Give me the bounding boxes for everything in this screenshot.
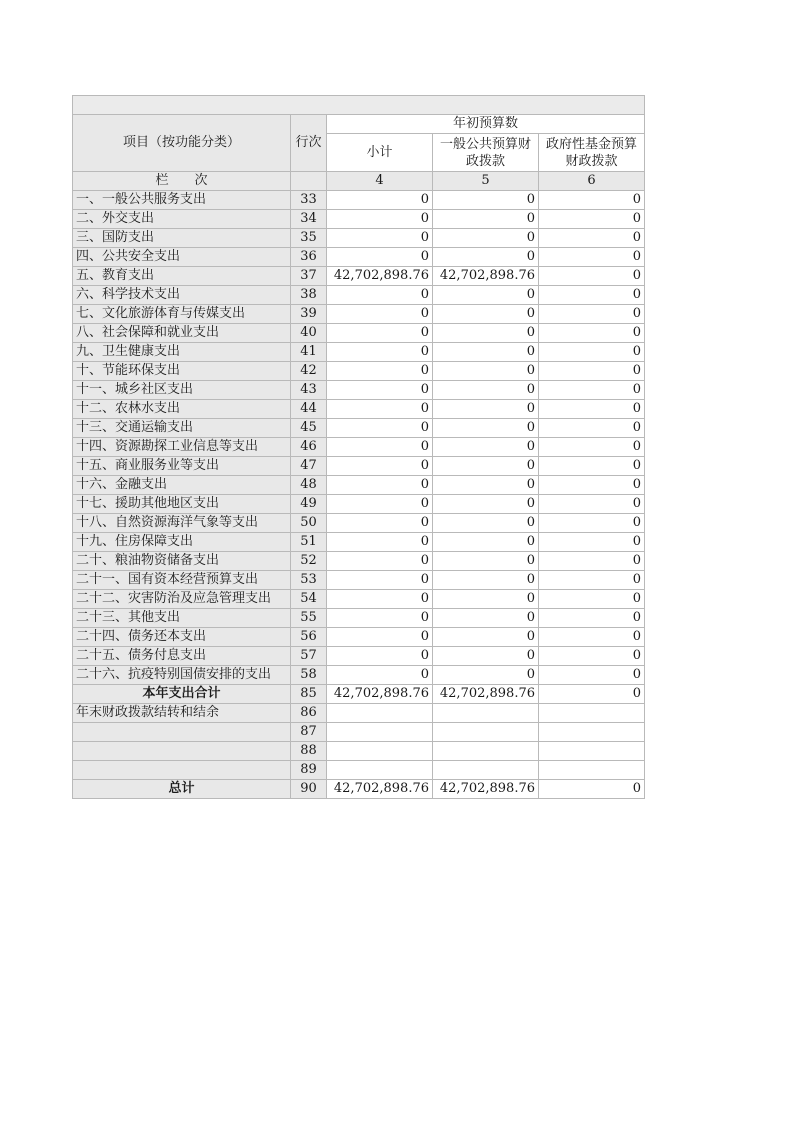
header-line-no: 行次 <box>291 115 327 172</box>
carry-row-subtotal <box>327 742 433 761</box>
table-row-line-no: 52 <box>291 552 327 571</box>
table-row-subtotal: 0 <box>327 400 433 419</box>
table-row-line-no: 55 <box>291 609 327 628</box>
table-row <box>73 552 645 571</box>
carry-row-line-no: 89 <box>291 761 327 780</box>
table-row-line-no: 44 <box>291 400 327 419</box>
year-total-row-general: 42,702,898.76 <box>433 685 539 704</box>
table-row-fund: 0 <box>539 590 645 609</box>
table-row-subtotal: 0 <box>327 419 433 438</box>
table-row-subtotal: 0 <box>327 343 433 362</box>
table-row <box>73 514 645 533</box>
carry-row-general <box>433 704 539 723</box>
table-row-name: 二十二、灾害防治及应急管理支出 <box>73 590 291 609</box>
carry-row-subtotal <box>327 723 433 742</box>
table-row-general: 0 <box>433 552 539 571</box>
carry-row-name <box>73 761 291 780</box>
table-row-general: 0 <box>433 476 539 495</box>
table-row-fund: 0 <box>539 628 645 647</box>
table-row-subtotal: 0 <box>327 210 433 229</box>
table-row-fund: 0 <box>539 381 645 400</box>
table-row-subtotal: 0 <box>327 666 433 685</box>
table-row <box>73 495 645 514</box>
table-row-subtotal: 42,702,898.76 <box>327 267 433 286</box>
table-row-fund: 0 <box>539 552 645 571</box>
table-row-line-no: 57 <box>291 647 327 666</box>
table-row-line-no: 41 <box>291 343 327 362</box>
table-row <box>73 191 645 210</box>
table-row-subtotal: 0 <box>327 533 433 552</box>
table-row-name: 二十一、国有资本经营预算支出 <box>73 571 291 590</box>
table-row-fund: 0 <box>539 229 645 248</box>
table-row-fund: 0 <box>539 495 645 514</box>
table-row-fund: 0 <box>539 324 645 343</box>
table-row-name: 七、文化旅游体育与传媒支出 <box>73 305 291 324</box>
table-row-fund: 0 <box>539 343 645 362</box>
carry-row-line-no: 88 <box>291 742 327 761</box>
carry-row <box>73 704 645 723</box>
table-row-line-no: 53 <box>291 571 327 590</box>
table-row-fund: 0 <box>539 191 645 210</box>
table-row-name: 二十、粮油物资储备支出 <box>73 552 291 571</box>
grand-total-row-name: 总计 <box>73 780 291 799</box>
table-row <box>73 229 645 248</box>
table-row-line-no: 34 <box>291 210 327 229</box>
header-fund-budget: 政府性基金预算财政拨款 <box>539 134 645 172</box>
table-row-general: 0 <box>433 666 539 685</box>
table-row-name: 十一、城乡社区支出 <box>73 381 291 400</box>
table-row-fund: 0 <box>539 438 645 457</box>
grand-total-row <box>73 780 645 799</box>
table-row-name: 二十六、抗疫特别国债安排的支出 <box>73 666 291 685</box>
carry-row-subtotal <box>327 704 433 723</box>
table-row-fund: 0 <box>539 647 645 666</box>
table-row-subtotal: 0 <box>327 229 433 248</box>
table-row-fund: 0 <box>539 267 645 286</box>
table-row <box>73 609 645 628</box>
table-row <box>73 286 645 305</box>
table-row <box>73 438 645 457</box>
table-row-line-no: 37 <box>291 267 327 286</box>
table-row <box>73 210 645 229</box>
header-subtotal: 小计 <box>327 134 433 172</box>
table-row-name: 五、教育支出 <box>73 267 291 286</box>
header-general-budget: 一般公共预算财政拨款 <box>433 134 539 172</box>
index-label: 栏 次 <box>73 172 291 191</box>
table-row-fund: 0 <box>539 666 645 685</box>
table-row <box>73 419 645 438</box>
table-row-line-no: 50 <box>291 514 327 533</box>
table-row-subtotal: 0 <box>327 248 433 267</box>
table-row-general: 0 <box>433 628 539 647</box>
table-row-name: 二十三、其他支出 <box>73 609 291 628</box>
table-row-subtotal: 0 <box>327 495 433 514</box>
carry-row-line-no: 86 <box>291 704 327 723</box>
table-row-general: 0 <box>433 457 539 476</box>
header-group-title: 年初预算数 <box>327 115 645 134</box>
table-row-name: 九、卫生健康支出 <box>73 343 291 362</box>
table-row-fund: 0 <box>539 286 645 305</box>
table-row-fund: 0 <box>539 609 645 628</box>
carry-row-line-no: 87 <box>291 723 327 742</box>
table-row-general: 0 <box>433 343 539 362</box>
table-row-name: 八、社会保障和就业支出 <box>73 324 291 343</box>
table-row-subtotal: 0 <box>327 191 433 210</box>
table-row-subtotal: 0 <box>327 628 433 647</box>
table-row-subtotal: 0 <box>327 457 433 476</box>
header-item: 项目（按功能分类） <box>73 115 291 172</box>
table-row-line-no: 38 <box>291 286 327 305</box>
table-row <box>73 400 645 419</box>
table-row-subtotal: 0 <box>327 590 433 609</box>
table-row-line-no: 48 <box>291 476 327 495</box>
table-row <box>73 647 645 666</box>
table-row <box>73 628 645 647</box>
expenditure-table <box>72 95 645 799</box>
table-row-general: 0 <box>433 191 539 210</box>
table-row <box>73 248 645 267</box>
table-row-general: 0 <box>433 514 539 533</box>
year-total-row-fund: 0 <box>539 685 645 704</box>
table-row <box>73 571 645 590</box>
carry-row-general <box>433 723 539 742</box>
table-row-subtotal: 0 <box>327 647 433 666</box>
carry-row <box>73 723 645 742</box>
table-row-general: 0 <box>433 533 539 552</box>
table-row-general: 0 <box>433 362 539 381</box>
carry-row-fund <box>539 742 645 761</box>
table-row-name: 六、科学技术支出 <box>73 286 291 305</box>
year-total-row-name: 本年支出合计 <box>73 685 291 704</box>
table-row-name: 三、国防支出 <box>73 229 291 248</box>
carry-row-general <box>433 742 539 761</box>
table-row-general: 0 <box>433 229 539 248</box>
table-row-name: 四、公共安全支出 <box>73 248 291 267</box>
table-row-general: 0 <box>433 248 539 267</box>
table-row <box>73 324 645 343</box>
index-row <box>73 172 645 191</box>
table-row-name: 十四、资源勘探工业信息等支出 <box>73 438 291 457</box>
table-row-general: 0 <box>433 324 539 343</box>
table-row <box>73 267 645 286</box>
table-row <box>73 533 645 552</box>
table-row-subtotal: 0 <box>327 381 433 400</box>
table-row-name: 十三、交通运输支出 <box>73 419 291 438</box>
table-row-general: 0 <box>433 609 539 628</box>
table-row-line-no: 36 <box>291 248 327 267</box>
table-row-line-no: 56 <box>291 628 327 647</box>
table-row-line-no: 47 <box>291 457 327 476</box>
table-row-subtotal: 0 <box>327 305 433 324</box>
table-row-line-no: 33 <box>291 191 327 210</box>
table-row-name: 十、节能环保支出 <box>73 362 291 381</box>
table-row-fund: 0 <box>539 457 645 476</box>
table-row-fund: 0 <box>539 210 645 229</box>
table-row-subtotal: 0 <box>327 476 433 495</box>
table-row-name: 十五、商业服务业等支出 <box>73 457 291 476</box>
year-total-row-subtotal: 42,702,898.76 <box>327 685 433 704</box>
carry-row-fund <box>539 704 645 723</box>
table-row <box>73 381 645 400</box>
table-row-general: 0 <box>433 400 539 419</box>
table-row-subtotal: 0 <box>327 286 433 305</box>
table-row-general: 0 <box>433 286 539 305</box>
table-row-line-no: 54 <box>291 590 327 609</box>
table-row-name: 二十五、债务付息支出 <box>73 647 291 666</box>
carry-row-general <box>433 761 539 780</box>
table-row <box>73 457 645 476</box>
table-row-line-no: 45 <box>291 419 327 438</box>
table-row <box>73 666 645 685</box>
carry-row-fund <box>539 761 645 780</box>
table-row <box>73 590 645 609</box>
carry-row-name <box>73 723 291 742</box>
table-row-fund: 0 <box>539 514 645 533</box>
table-row-general: 0 <box>433 647 539 666</box>
table-row-general: 0 <box>433 210 539 229</box>
table-row-general: 0 <box>433 305 539 324</box>
table-row-name: 十二、农林水支出 <box>73 400 291 419</box>
index-4: 4 <box>327 172 433 191</box>
table-row-general: 0 <box>433 438 539 457</box>
table-row-name: 一、一般公共服务支出 <box>73 191 291 210</box>
carry-row-name <box>73 742 291 761</box>
table-row-line-no: 42 <box>291 362 327 381</box>
table-row-general: 0 <box>433 590 539 609</box>
index-5: 5 <box>433 172 539 191</box>
index-6: 6 <box>539 172 645 191</box>
carry-row <box>73 761 645 780</box>
table-row-subtotal: 0 <box>327 324 433 343</box>
table-row-general: 0 <box>433 571 539 590</box>
table-row-line-no: 40 <box>291 324 327 343</box>
table-row-name: 十六、金融支出 <box>73 476 291 495</box>
grand-total-row-subtotal: 42,702,898.76 <box>327 780 433 799</box>
sheet-top-bar <box>73 96 645 115</box>
table-row-name: 二十四、债务还本支出 <box>73 628 291 647</box>
table-row-line-no: 51 <box>291 533 327 552</box>
table-row-name: 十九、住房保障支出 <box>73 533 291 552</box>
year-total-row-line-no: 85 <box>291 685 327 704</box>
budget-sheet <box>72 95 644 799</box>
table-row-fund: 0 <box>539 400 645 419</box>
table-row <box>73 362 645 381</box>
table-row-general: 0 <box>433 381 539 400</box>
grand-total-row-fund: 0 <box>539 780 645 799</box>
table-row-name: 十八、自然资源海洋气象等支出 <box>73 514 291 533</box>
table-row-fund: 0 <box>539 419 645 438</box>
carry-row <box>73 742 645 761</box>
table-row-line-no: 58 <box>291 666 327 685</box>
table-row-line-no: 35 <box>291 229 327 248</box>
table-row-general: 0 <box>433 419 539 438</box>
table-row-fund: 0 <box>539 476 645 495</box>
table-row-line-no: 43 <box>291 381 327 400</box>
table-row <box>73 343 645 362</box>
table-row-subtotal: 0 <box>327 609 433 628</box>
table-row-line-no: 39 <box>291 305 327 324</box>
table-row-line-no: 46 <box>291 438 327 457</box>
grand-total-row-general: 42,702,898.76 <box>433 780 539 799</box>
table-row-fund: 0 <box>539 571 645 590</box>
table-row-name: 十七、援助其他地区支出 <box>73 495 291 514</box>
table-row-general: 0 <box>433 495 539 514</box>
table-row-subtotal: 0 <box>327 362 433 381</box>
table-row-fund: 0 <box>539 248 645 267</box>
table-row-subtotal: 0 <box>327 552 433 571</box>
carry-row-subtotal <box>327 761 433 780</box>
table-row-name: 二、外交支出 <box>73 210 291 229</box>
table-row-general: 42,702,898.76 <box>433 267 539 286</box>
table-row <box>73 476 645 495</box>
table-row-fund: 0 <box>539 362 645 381</box>
year-total-row <box>73 685 645 704</box>
table-row-line-no: 49 <box>291 495 327 514</box>
table-row <box>73 305 645 324</box>
table-row-fund: 0 <box>539 533 645 552</box>
carry-row-name: 年末财政拨款结转和结余 <box>73 704 291 723</box>
table-row-subtotal: 0 <box>327 571 433 590</box>
carry-row-fund <box>539 723 645 742</box>
table-row-fund: 0 <box>539 305 645 324</box>
table-row-subtotal: 0 <box>327 514 433 533</box>
table-row-subtotal: 0 <box>327 438 433 457</box>
grand-total-row-line-no: 90 <box>291 780 327 799</box>
